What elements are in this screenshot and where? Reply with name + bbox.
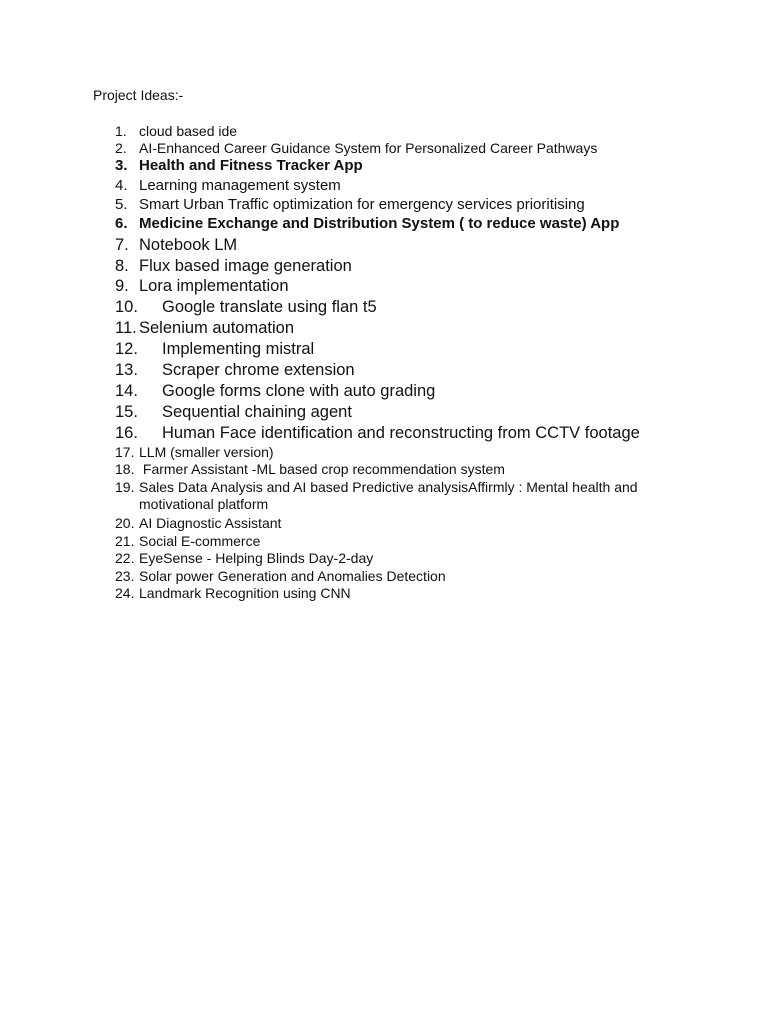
item-text: Learning management system: [139, 177, 341, 194]
list-item: [115, 177, 655, 195]
list-item: [115, 318, 655, 338]
item-number: 13.: [115, 361, 138, 379]
item-text: Lora implementation: [139, 277, 289, 295]
item-text: Sequential chaining agent: [162, 403, 352, 421]
item-text: LLM (smaller version): [139, 444, 274, 460]
item-text: Selenium automation: [139, 319, 295, 337]
item-text: Medicine Exchange and Distribution System ( to reduce waste) App: [139, 215, 620, 232]
list-item: [115, 479, 655, 513]
list-item: [115, 123, 655, 140]
item-number: 24.: [115, 585, 135, 601]
list-item: [115, 157, 655, 175]
item-text: Implementing mistral: [162, 340, 315, 358]
list-item: [115, 140, 655, 157]
item-text: Landmark Recognition using CNN: [139, 585, 351, 601]
item-number: 2.: [115, 140, 127, 156]
list-item: [115, 196, 655, 214]
item-number: 7.: [115, 236, 129, 254]
item-text: Solar power Generation and Anomalies Detection: [139, 568, 446, 584]
item-number: 3.: [115, 157, 128, 174]
item-text: Social E-commerce: [139, 533, 261, 549]
item-text: Scraper chrome extension: [162, 361, 355, 379]
item-text: Health and Fitness Tracker App: [139, 157, 363, 174]
list-item: [115, 215, 655, 233]
item-number: 23.: [115, 568, 135, 584]
item-text: Sales Data Analysis and AI based Predictive analysisAffirmly : Mental health and motivational platform: [139, 479, 638, 512]
item-number: 8.: [115, 257, 129, 275]
page-title: Project Ideas:-: [93, 87, 184, 103]
item-number: 16.: [115, 424, 138, 442]
item-number: 6.: [115, 215, 128, 232]
list-item: [115, 402, 655, 422]
item-text: cloud based ide: [139, 123, 238, 139]
item-number: 12.: [115, 340, 138, 358]
item-text: AI-Enhanced Career Guidance System for Personalized Career Pathways: [139, 140, 598, 156]
list-item: [115, 360, 655, 380]
item-number: 10.: [115, 298, 138, 316]
item-number: 22.: [115, 550, 135, 566]
item-text: Google translate using flan t5: [162, 298, 377, 316]
item-number: 1.: [115, 123, 127, 139]
list-item: [115, 585, 655, 602]
item-number: 19.: [115, 479, 135, 495]
list-item: [115, 297, 655, 317]
list-item: [115, 515, 655, 532]
item-number: 14.: [115, 382, 138, 400]
list-item: [115, 568, 655, 585]
item-text: Flux based image generation: [139, 257, 352, 275]
item-number: 5.: [115, 196, 128, 213]
list-item: [115, 339, 655, 359]
item-number: 15.: [115, 403, 138, 421]
list-item: [115, 256, 655, 276]
item-text: Smart Urban Traffic optimization for emergency services prioritising: [139, 196, 585, 213]
list-item: [115, 276, 655, 296]
list-item: [115, 423, 655, 443]
item-text: AI Diagnostic Assistant: [139, 515, 282, 531]
item-text: EyeSense - Helping Blinds Day-2-day: [139, 550, 374, 566]
item-text: Google forms clone with auto grading: [162, 382, 436, 400]
list-item: [115, 550, 655, 567]
item-number: 17.: [115, 444, 135, 460]
item-number: 11.: [115, 319, 137, 337]
list-item: [115, 235, 655, 255]
list-item: [115, 461, 655, 478]
list-item: [115, 533, 655, 550]
item-text: Notebook LM: [139, 236, 238, 254]
item-number: 20.: [115, 515, 135, 531]
item-text: Human Face identification and reconstructing from CCTV footage: [162, 424, 640, 442]
item-number: 21.: [115, 533, 135, 549]
list-item: [115, 381, 655, 401]
item-number: 9.: [115, 277, 129, 295]
item-number: 4.: [115, 177, 128, 194]
list-item: [115, 444, 655, 461]
item-number: 18.: [115, 461, 135, 477]
item-text: Farmer Assistant -ML based crop recommendation system: [139, 461, 505, 477]
